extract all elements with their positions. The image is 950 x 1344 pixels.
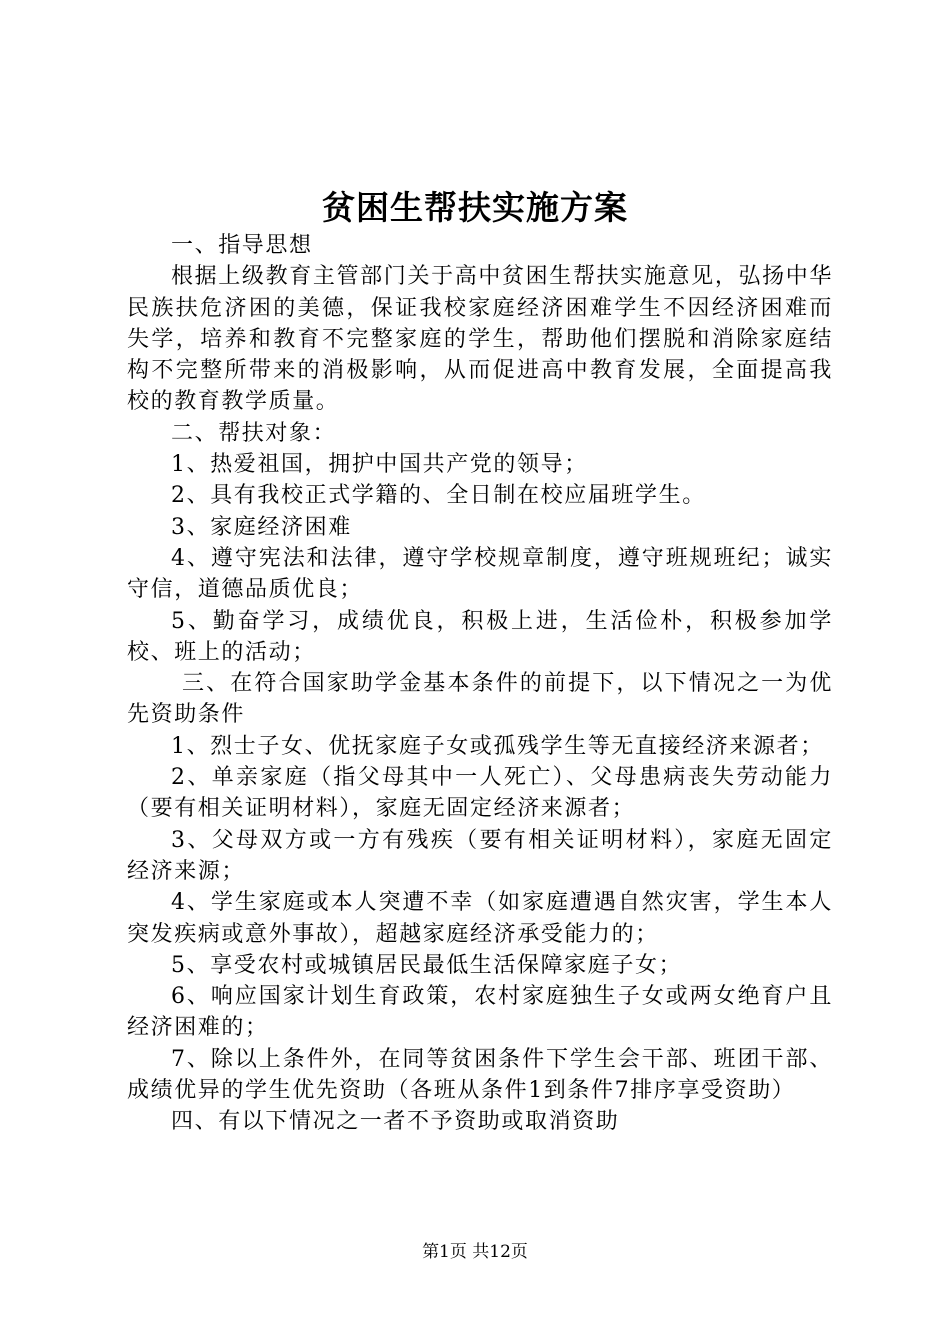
list-item-priority-4: 4、学生家庭或本人突遭不幸（如家庭遭遇自然灾害，学生本人突发疾病或意外事故），超越家庭经济承受能力的； xyxy=(127,890,833,947)
page-number-footer: 第1页 共12页 xyxy=(422,1242,528,1262)
list-item-target-2: 2、具有我校正式学籍的、全日制在校应届班学生。 xyxy=(171,483,706,509)
paragraph-guiding-ideology: 根据上级教育主管部门关于高中贫困生帮扶实施意见，弘扬中华民族扶危济困的美德，保证我校家庭经济困难学生不因经济困难而失学，培养和教育不完整家庭的学生，帮助他们摆脱和消除家庭结构不完整所带来的消极影响，从而促进高中教育发展，全面提高我校的教育教学质量。 xyxy=(127,264,833,415)
list-item-target-5: 5、勤奋学习，成绩优良，积极上进，生活俭朴，积极参加学校、班上的活动； xyxy=(127,608,833,665)
section-heading-exclusions: 四、有以下情况之一者不予资助或取消资助 xyxy=(171,1109,620,1135)
section-heading-assistance-targets: 二、帮扶对象： xyxy=(171,420,337,446)
list-item-target-4: 4、遵守宪法和法律，遵守学校规章制度，遵守班规班纪；诚实守信，道德品质优良； xyxy=(127,545,833,603)
list-item-priority-6: 6、响应国家计划生育政策，农村家庭独生子女或两女绝育户且经济困难的； xyxy=(127,984,833,1041)
list-item-priority-2: 2、单亲家庭（指父母其中一人死亡）、父母患病丧失劳动能力（要有相关证明材料），家庭无固定经济来源者； xyxy=(127,765,833,822)
list-item-priority-5: 5、享受农村或城镇居民最低生活保障家庭子女； xyxy=(171,952,683,978)
list-item-priority-1: 1、烈士子女、优抚家庭子女或孤残学生等无直接经济来源者； xyxy=(171,733,824,759)
document-body xyxy=(127,230,833,1138)
list-item-priority-3: 3、父母双方或一方有残疾（要有相关证明材料），家庭无固定经济来源； xyxy=(127,827,833,884)
document-title: 贫困生帮扶实施方案 xyxy=(322,188,628,227)
list-item-priority-7: 7、除以上条件外，在同等贫困条件下学生会干部、班团干部、成绩优异的学生优先资助（各班从条件1到条件7排序享受资助） xyxy=(127,1046,833,1104)
section-heading-priority-conditions: 三、在符合国家助学金基本条件的前提下，以下情况之一为优先资助条件 xyxy=(127,671,833,728)
list-item-target-3: 3、家庭经济困难 xyxy=(171,514,352,540)
section-heading-guiding-ideology: 一、指导思想 xyxy=(171,233,313,258)
list-item-target-1: 1、热爱祖国，拥护中国共产党的领导； xyxy=(171,452,588,478)
